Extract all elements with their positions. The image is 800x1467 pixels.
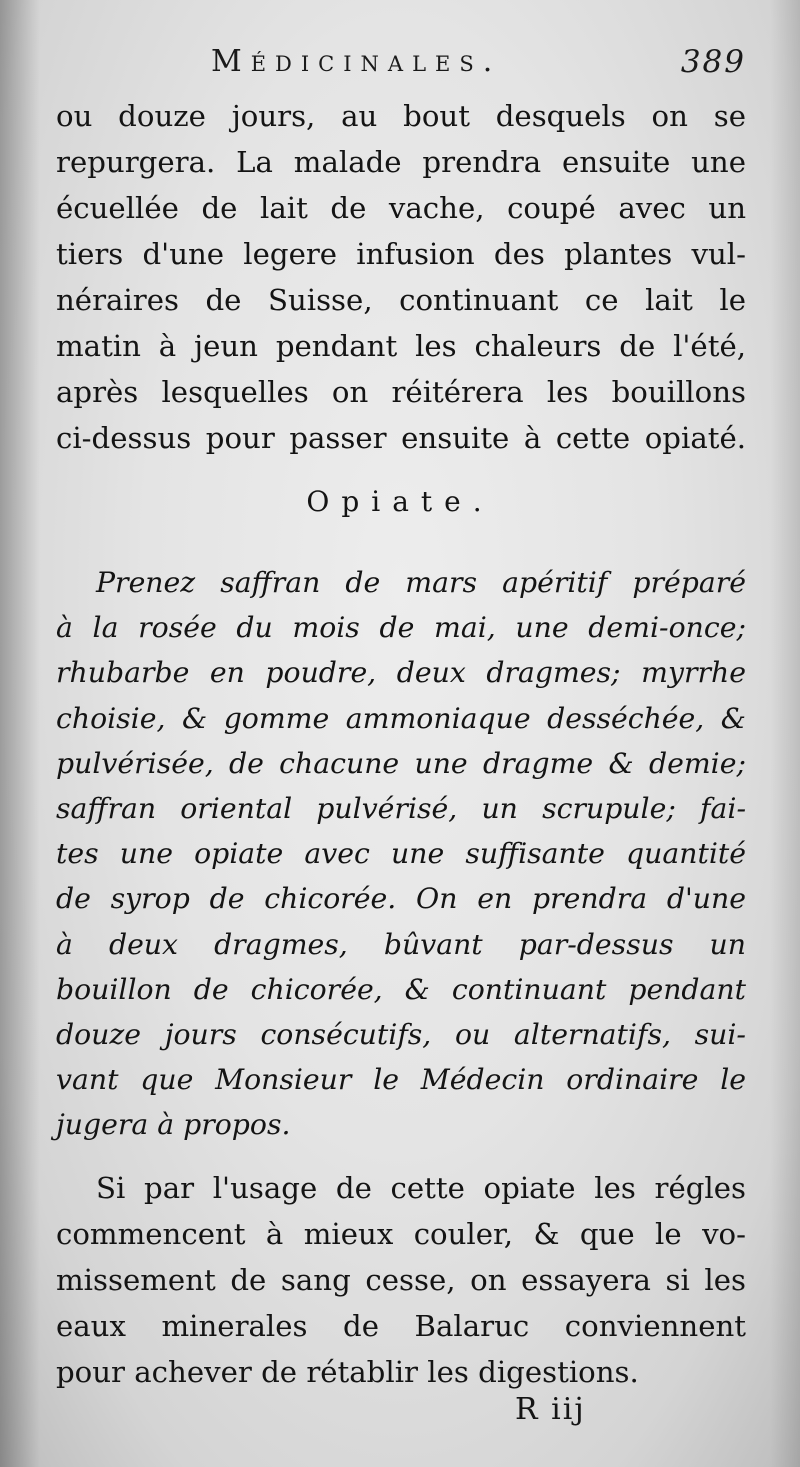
text-line: pour achever de rétablir les digestions.	[56, 1355, 639, 1389]
text-line: jugera à propos.	[56, 1108, 291, 1142]
text-line: tiers d'une legere infusion des plantes vul-	[56, 237, 746, 271]
text-line: Prenez saffran de mars apéritif préparé	[96, 566, 746, 599]
text-line: vant que Monsieur le Médecin ordinaire le	[56, 1063, 746, 1097]
text-line: repurgera. La malade prendra ensuite une	[56, 145, 746, 179]
text-line: néraires de Suisse, continuant ce lait le	[56, 283, 746, 317]
text-line: missement de sang cesse, on essayera si les	[56, 1263, 746, 1297]
text-line: écuellée de lait de vache, coupé avec un	[56, 191, 746, 225]
text-line: choisie, & gomme ammoniaque desséchée, &	[56, 701, 746, 735]
text-line: Si par l'usage de cette opiate les régles	[96, 1171, 746, 1205]
page-number: 389	[680, 44, 746, 80]
text-line: commencent à mieux couler, & que le vo-	[56, 1217, 746, 1251]
running-title: Médicinales.	[211, 44, 502, 79]
text-line: eaux minerales de Balaruc conviennent	[56, 1309, 746, 1343]
text-line: après lesquelles on réitérera les bouillons	[56, 375, 746, 409]
paragraph-1	[56, 93, 746, 461]
text-line: pulvérisée, de chacune une dragme & demie;	[56, 746, 746, 780]
text-line: tes une opiate avec une suffisante quantité	[56, 837, 746, 871]
gutter-shadow	[0, 0, 40, 1467]
text-line: bouillon de chicorée, & continuant pendant	[56, 972, 746, 1006]
text-line: ou douze jours, au bout desquels on se	[56, 99, 746, 133]
text-line: saffran oriental pulvérisé, un scrupule; fai-	[56, 791, 746, 825]
recipe-paragraph	[56, 560, 746, 1147]
text-line: matin à jeun pendant les chaleurs de l'été,	[56, 329, 746, 363]
text-line: de syrop de chicorée. On en prendra d'une	[56, 882, 746, 916]
text-line: à la rosée du mois de mai, une demi-once;	[56, 611, 746, 645]
edge-shadow	[770, 0, 800, 1467]
text-line: ci-dessus pour passer ensuite à cette opiaté.	[56, 421, 746, 455]
signature-mark: R iij	[515, 1392, 586, 1427]
section-heading: Opiate.	[306, 485, 494, 518]
text-line: douze jours consécutifs, ou alternatifs, sui-	[56, 1017, 746, 1051]
paragraph-3	[56, 1165, 746, 1395]
text-line: rhubarbe en poudre, deux dragmes; myrrhe	[56, 656, 746, 690]
text-line: à deux dragmes, bûvant par-dessus un	[56, 927, 746, 961]
page-header	[56, 44, 746, 98]
